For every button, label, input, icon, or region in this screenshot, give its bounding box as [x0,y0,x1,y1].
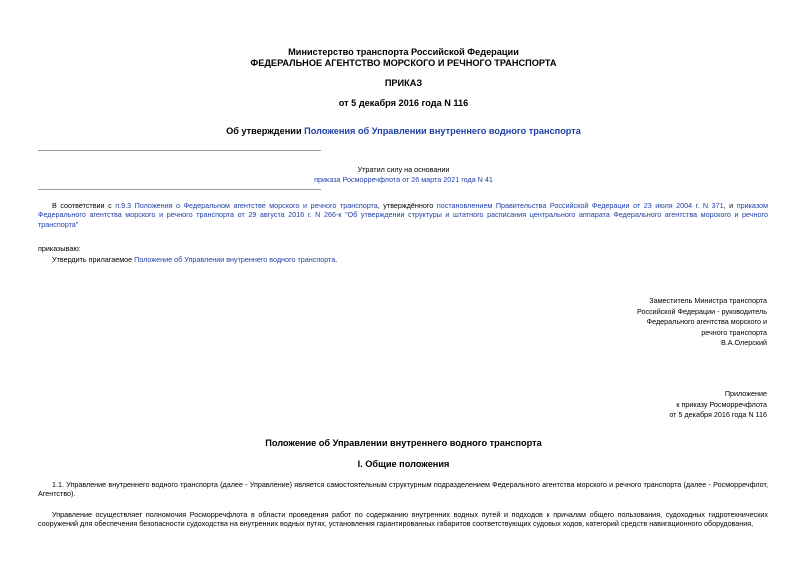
title-regulation-link[interactable]: Положения об Управлении внутреннего водного транспорта [304,126,581,136]
appendix-line-1: Приложение [724,389,767,398]
ministry-name: Министерство транспорта Российской Федерации [288,47,519,57]
approve-prefix: Утвердить прилагаемое [52,255,135,264]
regulation-clause-link[interactable]: п.9.3 Положения о Федеральном агентстве морского и речного транспорта [115,201,378,210]
signature-line-3: Федерального агентства морского и [646,317,767,327]
repeal-order-link[interactable]: приказа Росморречфлота от 26 марта 2021 года N 41 [314,175,493,184]
document-date-number: от 5 декабря 2016 года N 116 [338,98,469,108]
signatory-name: В.А.Олерский [720,338,767,348]
government-decree-link[interactable]: постановлением Правительства Российской Федерации от 23 июля 2004 г. N 371 [436,201,724,210]
preamble-text-3: , и [723,201,737,210]
order-word: приказываю: [38,244,81,253]
section-heading: I. Общие положения [357,459,450,469]
agency-name: ФЕДЕРАЛЬНОЕ АГЕНТСТВО МОРСКОГО И РЕЧНОГО ТРАНСПОРТА [250,58,557,68]
signature-block [637,296,767,349]
regulation-paragraph-1: 1.1. Управление внутреннего водного транспорта (далее - Управление) является самостоятельным структурным подразделением Федерального агентства морского и речного транспорта (далее - Росморречфлот, Агентство). [38,480,768,499]
regulation-title: Положение об Управлении внутреннего водного транспорта [265,438,542,448]
appendix-line-2: к приказу Росморречфлота [676,399,767,409]
status-rule-top [38,150,321,151]
preamble-text-1: В соответствии с [52,201,116,210]
document-title [0,126,807,138]
agency-order-link[interactable]: приказом Федерального агентства морского и речного транспорта от 29 августа 2016 г. N 266-к "Об утверждении структуры и штатного расписания центрального аппарата Федерального агентства морского и речного транспорта" [38,201,768,229]
approve-paragraph [38,255,768,264]
appendix-block [669,389,767,421]
signature-line-1: Заместитель Министра транспорта [649,296,767,305]
preamble-paragraph [38,201,768,229]
regulation-paragraph-2: Управление осуществляет полномочия Росморречфлота в области проведения работ по содержанию внутренних водных путей и подходов к причалам общего пользования, судоходных гидротехнических сооружений для обеспечения безопасности судоходства на внутренних водных путях, установления гарантированных габаритов соответствующих судовых ходов, категорий средств навигационного оборудования, [38,510,768,529]
status-repeal-link-row [0,175,807,184]
status-rule-bottom [38,189,321,190]
signature-line-2: Российской Федерации - руководитель [637,306,767,316]
status-text: Утратил силу на основании [357,165,450,174]
preamble-text-2: , утверждённого [377,201,437,210]
title-prefix: Об утверждении [226,126,305,136]
approve-suffix: . [335,255,338,264]
approved-regulation-link[interactable]: Положение об Управлении внутреннего водного транспорта [134,255,336,264]
signature-line-4: речного транспорта [701,327,767,337]
document-type: ПРИКАЗ [384,78,423,88]
appendix-line-3: от 5 декабря 2016 года N 116 [669,410,767,420]
